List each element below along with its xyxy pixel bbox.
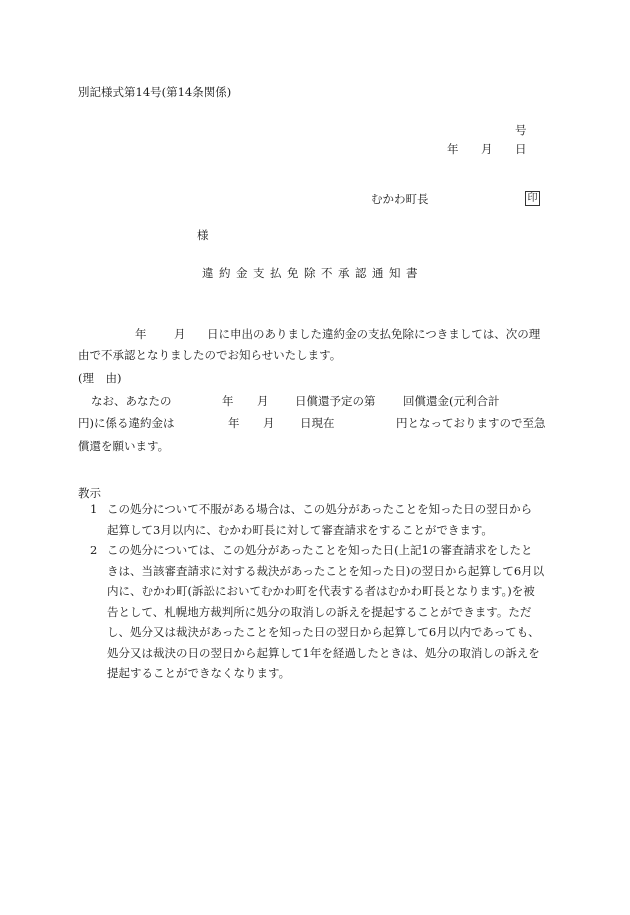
reason-line2-month: 月 — [263, 416, 275, 430]
form-label: 別記様式第14号(第14条関係) — [78, 85, 232, 99]
date-day-label: 日 — [515, 142, 527, 156]
notice-item-2-line: きは、当該審査請求に対する裁決があったことを知った日)の翌日から起算して6月以 — [107, 563, 545, 578]
body-year-label: 年 — [135, 327, 147, 341]
notice-item-2-line: し、処分又は裁決があったことを知った日の翌日から起算して6月以内であっても、 — [107, 625, 540, 639]
notice-item-1-line: 起算して3月以内に、むかわ町長に対して審査請求をすることができます。 — [107, 522, 493, 537]
reason-line2-mid: 日現在 — [300, 416, 335, 430]
notice-item-2-line: 告として、札幌地方裁判所に処分の取消しの訴えを提起することができます。ただ — [107, 604, 532, 619]
issuer-name: むかわ町長 — [371, 192, 429, 206]
notice-item-2-line: 処分又は裁決の日の翌日から起算して1年を経過したときは、処分の取消しの訴えを — [107, 645, 540, 660]
document-title: 違約金支払免除不承認通知書 — [202, 266, 423, 280]
notice-item-2-line: 提起することができなくなります。 — [107, 666, 291, 680]
body-month-label: 月 — [174, 327, 186, 341]
reason-line2-prefix: 円)に係る違約金は — [78, 416, 175, 430]
addressee-suffix: 様 — [197, 228, 209, 242]
date-month-label: 月 — [481, 142, 493, 156]
notice-item-1-number: 1 — [90, 502, 98, 516]
date-year-label: 年 — [447, 142, 459, 156]
reason-line1-month: 月 — [257, 394, 269, 408]
notice-item-1-line: この処分について不服がある場合は、この処分があったことを知った日の翌日から — [107, 502, 533, 516]
reason-line1-year: 年 — [222, 394, 234, 408]
document-number-label: 号 — [515, 123, 527, 137]
reason-line1-prefix: なお、あなたの — [91, 394, 172, 408]
reason-line3: 償還を願います。 — [78, 439, 170, 453]
seal-mark: 印 — [525, 191, 540, 206]
notice-item-2-number: 2 — [90, 543, 98, 557]
notice-item-1-text — [107, 499, 532, 540]
reason-heading: (理 由) — [78, 371, 122, 385]
reason-line2-year: 年 — [228, 416, 240, 430]
reason-line1-mid: 日償還予定の第 — [295, 394, 376, 408]
notice-heading: 教示 — [78, 486, 101, 500]
reason-line2-tail: 円となっておりますので至急 — [396, 416, 546, 430]
body-text-line2: 由で不承認となりましたのでお知らせいたします。 — [78, 348, 342, 362]
notice-item-2-line: 内に、むかわ町(訴訟においてむかわ町を代表する者はむかわ町長となります。)を被 — [107, 584, 535, 598]
notice-item-2-line: この処分については、この処分があったことを知った日(上記1の審査請求をしたと — [107, 543, 533, 557]
reason-line1-tail: 回償還金(元利合計 — [403, 394, 500, 408]
notice-item-2-text — [107, 540, 544, 684]
body-text-line1: 日に申出のありました違約金の支払免除につきましては、次の理 — [207, 327, 541, 341]
